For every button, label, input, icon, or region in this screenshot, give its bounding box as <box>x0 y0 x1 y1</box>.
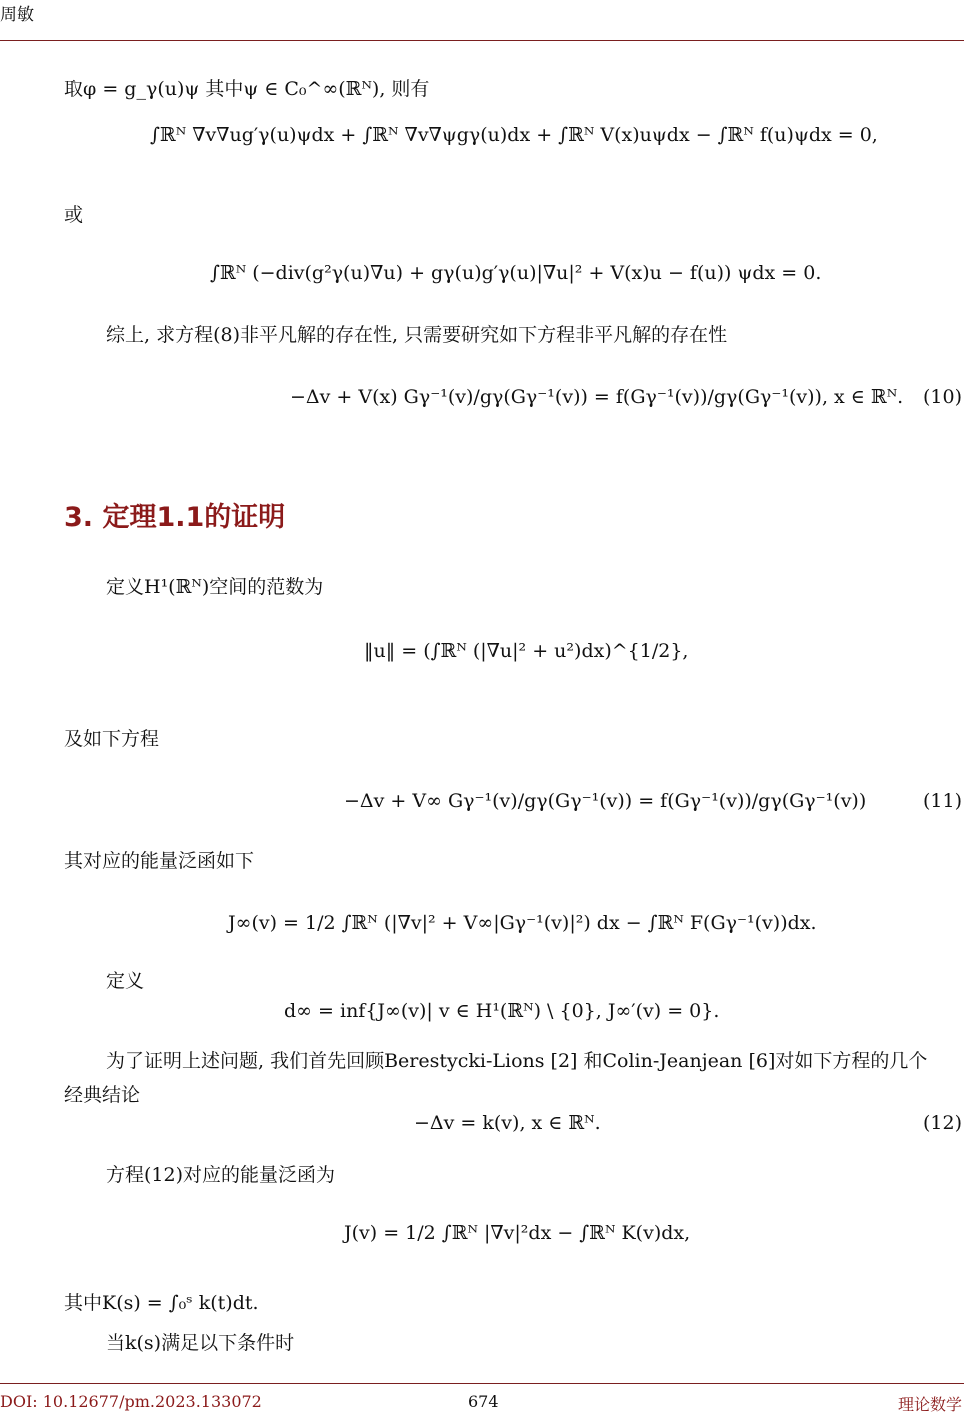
paragraph-k-definition: 其中K(s) = ∫₀ˢ k(t)dt. <box>64 1292 259 1314</box>
equation-j-text: J(v) = 1/2 ∫ℝᴺ |∇v|²dx − ∫ℝᴺ K(v)dx, <box>344 1222 691 1244</box>
equation-d-infinity <box>284 1000 719 1022</box>
equation-10 <box>290 386 903 408</box>
equation-12 <box>414 1112 601 1134</box>
equation-d-infinity-text: d∞ = inf{J∞(v)| v ∈ H¹(ℝᴺ) \ {0}, J∞′(v) = 0}. <box>284 1000 720 1022</box>
equation-12-number: (12) <box>922 1112 962 1134</box>
equation-j <box>344 1222 690 1244</box>
footer-doi-link[interactable]: DOI: 10.12677/pm.2023.133072 <box>0 1392 262 1411</box>
paragraph-eq12-energy: 方程(12)对应的能量泛函为 <box>106 1164 336 1186</box>
equation-norm <box>364 640 688 662</box>
equation-10-text: −Δv + V(x) Gγ⁻¹(v)/gγ(Gγ⁻¹(v)) = f(Gγ⁻¹(v))/gγ(Gγ⁻¹(v)), x ∈ ℝᴺ. <box>290 386 904 408</box>
paragraph-define: 定义 <box>106 970 145 992</box>
header-divider <box>0 40 964 41</box>
equation-11-text: −Δv + V∞ Gγ⁻¹(v)/gγ(Gγ⁻¹(v)) = f(Gγ⁻¹(v))/gγ(Gγ⁻¹(v)) <box>344 790 867 812</box>
footer-page-number: 674 <box>468 1392 499 1411</box>
equation-weak-form <box>150 124 878 146</box>
equation-weak-form-text: ∫ℝᴺ ∇v∇ug′γ(u)ψdx + ∫ℝᴺ ∇v∇ψgγ(u)dx + ∫ℝᴺ V(x)uψdx − ∫ℝᴺ f(u)ψdx = 0, <box>150 124 878 146</box>
equation-norm-text: ‖u‖ = (∫ℝᴺ (|∇u|² + u²)dx)^{1/2}, <box>364 640 689 662</box>
paragraph-review-line1 <box>106 1046 927 1073</box>
paragraph-and-equation: 及如下方程 <box>64 728 160 750</box>
equation-div-form-text: ∫ℝᴺ (−div(g²γ(u)∇u) + gγ(u)g′γ(u)|∇u|² + V(x)u − f(u)) ψdx = 0. <box>210 262 822 284</box>
paragraph-when: 当k(s)满足以下条件时 <box>106 1332 295 1354</box>
paragraph-or: 或 <box>64 204 84 226</box>
footer-divider <box>0 1383 964 1384</box>
header-author: 周敏 <box>0 5 34 25</box>
paragraph-summary-text: 综上, 求方程(8)非平凡解的存在性, 只需要研究如下方程非平凡解的存在性 <box>106 324 728 346</box>
paragraph-define-norm: 定义H¹(ℝᴺ)空间的范数为 <box>106 576 324 598</box>
equation-11 <box>344 790 866 812</box>
paragraph-energy: 其对应的能量泛函如下 <box>64 850 255 872</box>
section-title: 3. 定理1.1的证明 <box>64 502 286 533</box>
paragraph-summary <box>106 320 727 347</box>
paragraph-take-phi <box>64 74 429 101</box>
equation-j-infinity-text: J∞(v) = 1/2 ∫ℝᴺ (|∇v|² + V∞|Gγ⁻¹(v)|²) dx − ∫ℝᴺ F(Gγ⁻¹(v))dx. <box>228 912 817 934</box>
equation-j-infinity <box>228 912 817 934</box>
footer-journal-link[interactable]: 理论数学 <box>897 1395 962 1414</box>
equation-div-form <box>210 262 821 284</box>
paragraph-take-phi-text: 取φ = g_γ(u)ψ 其中ψ ∈ C₀^∞(ℝᴺ), 则有 <box>64 78 430 100</box>
equation-11-number: (11) <box>922 790 962 812</box>
equation-10-number: (10) <box>922 386 962 408</box>
paragraph-review-line1-text: 为了证明上述问题, 我们首先回顾Berestycki-Lions [2] 和Colin-Jeanjean [6]对如下方程的几个 <box>106 1050 928 1072</box>
paragraph-review-line2: 经典结论 <box>64 1084 141 1106</box>
equation-12-text: −Δv = k(v), x ∈ ℝᴺ. <box>414 1112 601 1134</box>
